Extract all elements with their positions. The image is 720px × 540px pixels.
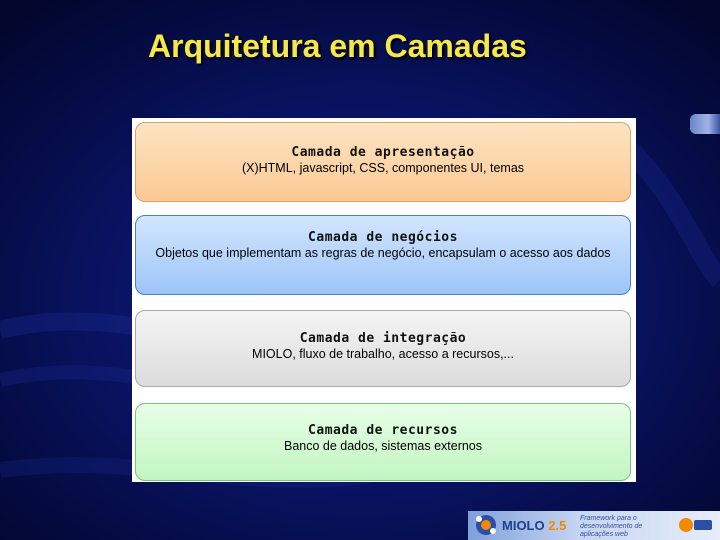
logo-name-text: MIOLO	[502, 518, 545, 533]
layer-business	[135, 215, 631, 295]
layer-description: Banco de dados, sistemas externos	[283, 439, 483, 453]
miolo-mark-icon	[474, 513, 498, 537]
layer-presentation	[135, 122, 631, 202]
layer-title: Camada de negócios	[308, 230, 458, 245]
layer-resources	[135, 403, 631, 481]
architecture-diagram	[132, 118, 636, 482]
layer-description: MIOLO, fluxo de trabalho, acesso a recursos,...	[252, 347, 514, 361]
layer-integration	[135, 310, 631, 387]
solis-logo-icon	[678, 514, 714, 536]
slide-title: Arquitetura em Camadas	[148, 28, 527, 64]
logo-tagline: Framework para o desenvolvimento de aplicações web	[580, 515, 643, 538]
miolo-logo-banner	[468, 511, 720, 540]
layer-description: Objetos que implementam as regras de negócio, encapsulam o acesso aos dados	[155, 246, 611, 260]
layer-title: Camada de integração	[299, 331, 467, 346]
layer-description: (X)HTML, javascript, CSS, componentes UI, temas	[241, 161, 525, 175]
decorative-tab	[690, 114, 720, 134]
layer-title: Camada de apresentação	[291, 145, 475, 160]
logo-name	[502, 518, 566, 533]
logo-version: 2.5	[548, 518, 567, 533]
layer-title: Camada de recursos	[308, 423, 458, 438]
